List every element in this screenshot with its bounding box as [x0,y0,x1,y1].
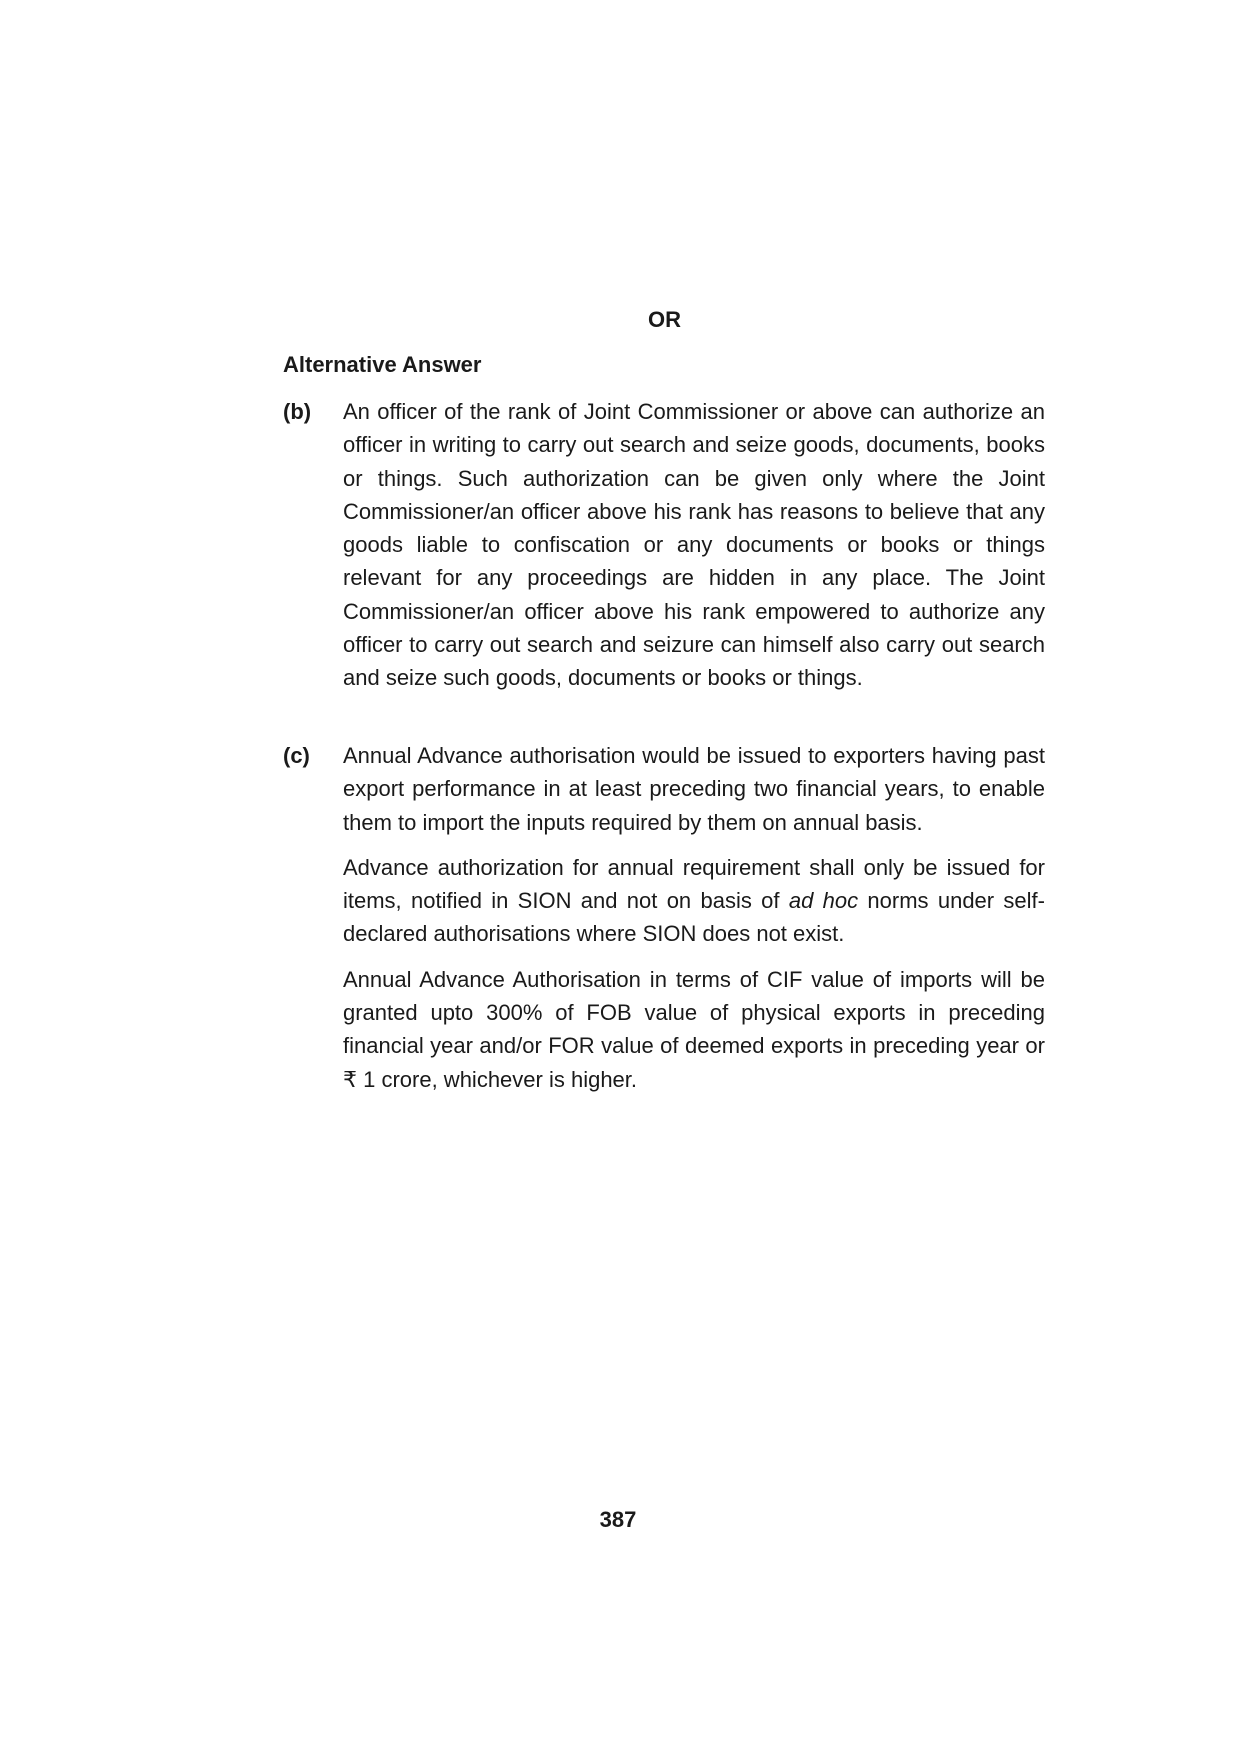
paragraph-text: Advance authorization for annual requirement shall only be issued for items, notified in SION and not on basis of [343,854,1045,914]
paragraph: Annual Advance authorisation would be issued to exporters having past export performance in at least preceding two financial years, to enable them to import the inputs required by them on annual basis. [343,743,1045,835]
item-body [343,395,1045,695]
answer-item-c [283,739,1045,1108]
or-heading: OR [648,307,681,332]
paragraph: An officer of the rank of Joint Commissioner or above can authorize an officer in writing to carry out search and seize goods, documents, books or things. Such authorization can be given only where the Joint Commissioner/an officer above his rank has reasons to believe that any goods liable to confiscation or any documents or books or things relevant for any proceedings are hidden in any place. The Joint Commissioner/an officer above his rank empowered to authorize any officer to carry out search and seizure can himself also carry out search and seize such goods, documents or books or things. [343,399,1045,691]
section-heading: Alternative Answer [283,352,482,377]
paragraph-text: norms under self-declared authorisations where SION does not exist. [343,888,1045,947]
item-label: (b) [283,399,312,424]
paragraph: Annual Advance Authorisation in terms of CIF value of imports will be granted upto 300% of FOB value of physical exports in preceding financial year and/or FOR value of deemed exports in preceding year or ₹ 1 crore, whichever is higher. [343,966,1045,1092]
paragraph-with-italic [343,851,1045,951]
item-body [343,739,1045,1096]
answer-item-b [283,395,1045,707]
page-number: 387 [599,1507,637,1532]
item-label: (c) [283,743,310,768]
italic-term: ad hoc [788,888,859,914]
